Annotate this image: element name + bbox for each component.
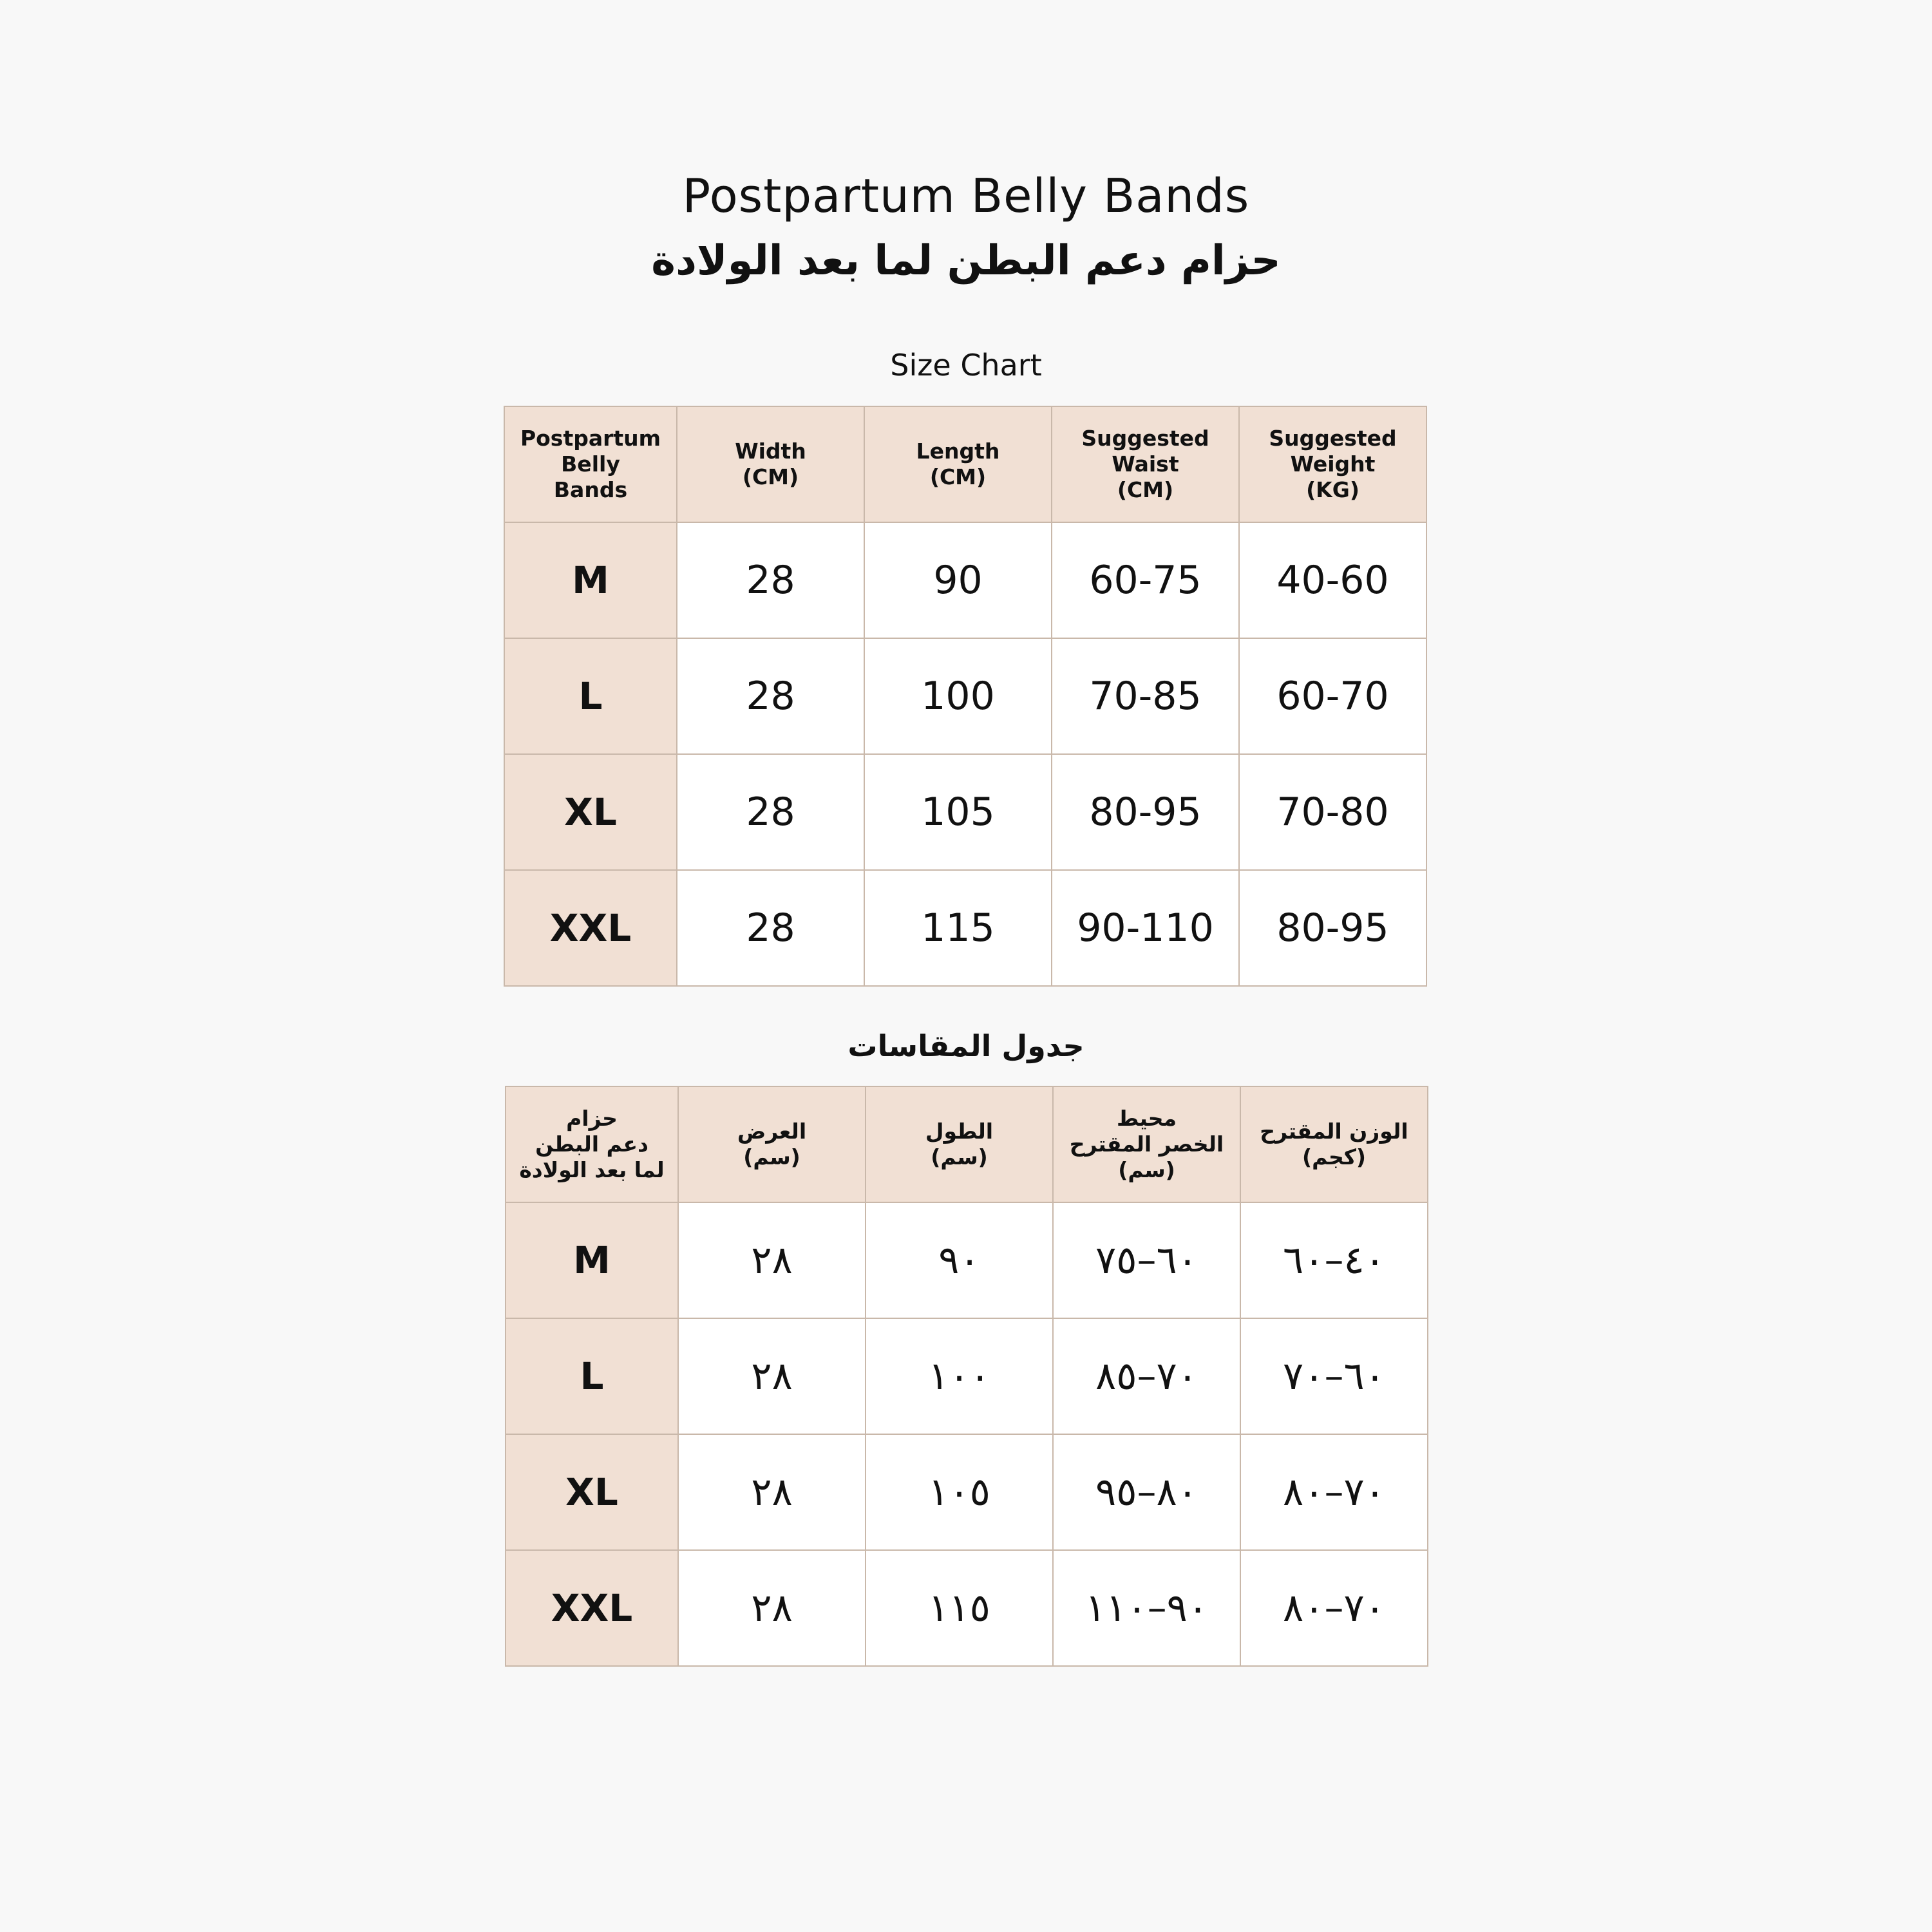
header-line: Postpartum	[520, 426, 661, 451]
weight-cell: ٧٠–٨٠	[1240, 1434, 1428, 1550]
header-line: (CM)	[1117, 477, 1174, 502]
header-line: دعم البطن	[535, 1132, 649, 1157]
header-line: الخصر المقترح	[1069, 1132, 1224, 1157]
width-cell: ٢٨	[678, 1434, 866, 1550]
waist-cell: 60-75	[1052, 522, 1239, 638]
header-line: (KG)	[1306, 477, 1359, 502]
header-length	[864, 406, 1052, 522]
header-weight	[1239, 406, 1426, 522]
table-row	[506, 1434, 1428, 1550]
header-width	[678, 1086, 866, 1202]
header-line: Waist	[1112, 451, 1179, 477]
waist-cell: ٨٠–٩٥	[1053, 1434, 1240, 1550]
length-cell: 100	[864, 638, 1052, 754]
table-header-row	[504, 406, 1426, 522]
waist-cell: ٩٠–١١٠	[1053, 1550, 1240, 1666]
size-cell: M	[506, 1202, 678, 1318]
length-cell: ١١٥	[866, 1550, 1053, 1666]
length-cell: 115	[864, 870, 1052, 986]
size-chart-caption-arabic: جدول المقاسات	[848, 1028, 1084, 1063]
table-header-row	[506, 1086, 1428, 1202]
header-line: Belly	[561, 451, 620, 477]
header-line: Suggested	[1081, 426, 1209, 451]
length-cell: ١٠٥	[866, 1434, 1053, 1550]
header-line: (CM)	[742, 464, 799, 489]
weight-cell: 70-80	[1239, 754, 1426, 870]
weight-cell: 40-60	[1239, 522, 1426, 638]
length-cell: ٩٠	[866, 1202, 1053, 1318]
width-cell: 28	[677, 522, 864, 638]
length-cell: ١٠٠	[866, 1318, 1053, 1434]
length-cell: 90	[864, 522, 1052, 638]
width-cell: ٢٨	[678, 1202, 866, 1318]
table-row	[504, 870, 1426, 986]
header-line: (كجم)	[1302, 1144, 1367, 1170]
width-cell: 28	[677, 638, 864, 754]
table-row	[506, 1550, 1428, 1666]
width-cell: 28	[677, 754, 864, 870]
size-chart-table-english	[504, 406, 1427, 987]
page-title-arabic: حزام دعم البطن لما بعد الولادة	[651, 237, 1281, 285]
table-row	[504, 754, 1426, 870]
header-waist	[1052, 406, 1239, 522]
size-cell: XL	[504, 754, 677, 870]
header-length	[866, 1086, 1053, 1202]
waist-cell: 80-95	[1052, 754, 1239, 870]
header-waist	[1053, 1086, 1240, 1202]
header-line: لما بعد الولادة	[519, 1157, 665, 1182]
weight-cell: ٤٠–٦٠	[1240, 1202, 1428, 1318]
table-row	[506, 1202, 1428, 1318]
width-cell: ٢٨	[678, 1550, 866, 1666]
size-cell: M	[504, 522, 677, 638]
header-line: Bands	[553, 477, 628, 502]
page-title: Postpartum Belly Bands	[682, 169, 1250, 223]
weight-cell: ٧٠–٨٠	[1240, 1550, 1428, 1666]
header-line: (سم)	[1118, 1157, 1175, 1182]
header-product	[504, 406, 677, 522]
waist-cell: ٦٠–٧٥	[1053, 1202, 1240, 1318]
table-row	[506, 1318, 1428, 1434]
header-line: محيط	[1116, 1106, 1177, 1131]
weight-cell: 80-95	[1239, 870, 1426, 986]
size-cell: XL	[506, 1434, 678, 1550]
size-cell: L	[506, 1318, 678, 1434]
header-line: (سم)	[743, 1144, 800, 1170]
size-chart-caption: Size Chart	[890, 348, 1042, 383]
header-line: حزام	[566, 1106, 618, 1131]
header-line: الوزن المقترح	[1260, 1119, 1408, 1144]
weight-cell: ٦٠–٧٠	[1240, 1318, 1428, 1434]
size-cell: XXL	[506, 1550, 678, 1666]
waist-cell: 90-110	[1052, 870, 1239, 986]
table-row	[504, 522, 1426, 638]
size-chart-table-arabic	[505, 1086, 1428, 1667]
header-line: الطول	[925, 1119, 994, 1144]
header-line: العرض	[737, 1119, 807, 1144]
width-cell: ٢٨	[678, 1318, 866, 1434]
header-weight	[1240, 1086, 1428, 1202]
width-cell: 28	[677, 870, 864, 986]
weight-cell: 60-70	[1239, 638, 1426, 754]
waist-cell: ٧٠–٨٥	[1053, 1318, 1240, 1434]
header-line: (CM)	[929, 464, 987, 489]
header-line: Suggested	[1269, 426, 1397, 451]
size-cell: L	[504, 638, 677, 754]
header-line: Width	[735, 439, 806, 464]
header-product	[506, 1086, 678, 1202]
header-line: (سم)	[931, 1144, 988, 1170]
size-cell: XXL	[504, 870, 677, 986]
waist-cell: 70-85	[1052, 638, 1239, 754]
header-width	[677, 406, 864, 522]
table-row	[504, 638, 1426, 754]
header-line: Weight	[1290, 451, 1376, 477]
header-line: Length	[916, 439, 1000, 464]
length-cell: 105	[864, 754, 1052, 870]
